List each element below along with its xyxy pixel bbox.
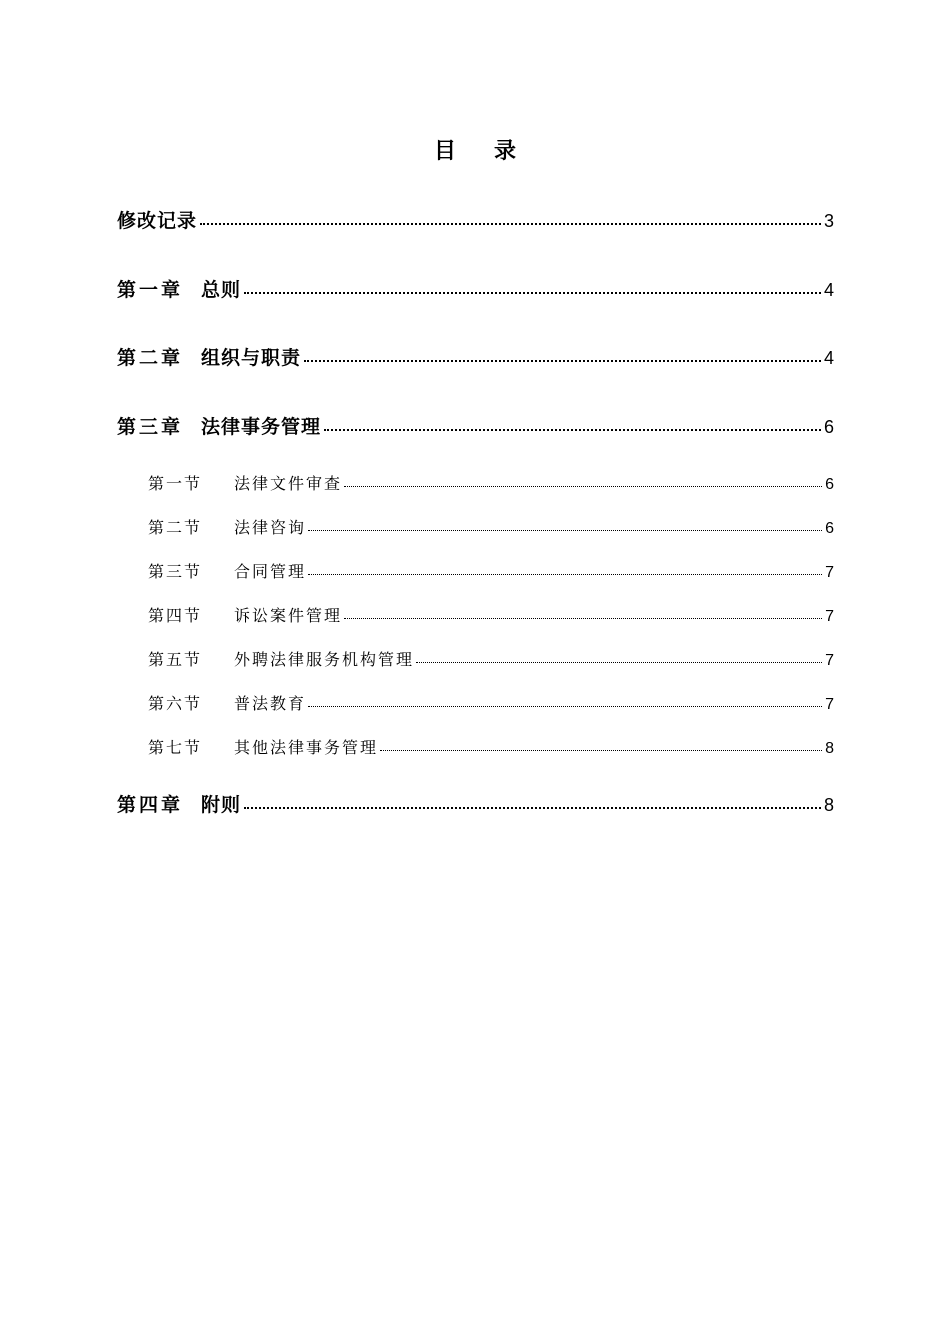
toc-page-number: 6 [825,476,834,493]
toc-entry-revision-record[interactable] [117,206,834,233]
toc-section-number: 第一节 [148,474,203,493]
toc-entry-text: 外聘法律服务机构管理 [234,650,415,669]
toc-dot-leader [244,292,821,294]
toc-section-number: 第二节 [148,518,203,537]
toc-section-number: 第六节 [148,694,203,713]
toc-entry-text: 合同管理 [234,562,307,581]
toc-page-number: 6 [825,520,834,537]
toc-entry-chapter-4[interactable] [117,790,834,817]
toc-section-number: 第三节 [148,562,203,581]
toc-entry-text: 其他法律事务管理 [234,738,379,757]
toc-section-number: 第七节 [148,738,203,757]
toc-section-number: 第五节 [148,650,203,669]
toc-dot-leader [380,750,822,751]
toc-page-number: 7 [825,696,834,713]
toc-dot-leader [308,706,822,707]
toc-title: 目录 [433,139,554,164]
toc-entry-text: 法律文件审查 [234,474,343,493]
toc-section-number: 第四节 [148,606,203,625]
toc-page-number: 7 [825,608,834,625]
toc-dot-leader [308,530,822,531]
toc-entry-text: 总则 [201,279,242,301]
toc-entry-section-5[interactable] [148,647,834,670]
toc-entry-text: 诉讼案件管理 [234,606,343,625]
toc-entry-section-7[interactable] [148,735,834,758]
toc-page-number: 8 [823,795,834,815]
toc-entry-section-4[interactable] [148,603,834,626]
toc-entry-text: 法律咨询 [234,518,307,537]
toc-page-number: 4 [823,348,834,368]
toc-dot-leader [244,807,821,809]
toc-entry-text: 修改记录 [117,210,198,232]
toc-entry-section-1[interactable] [148,471,834,494]
toc-entry-text: 法律事务管理 [201,416,322,438]
toc-chapter-number: 第一章 [117,279,184,301]
toc-page-number: 6 [823,417,834,437]
toc-entry-section-2[interactable] [148,515,834,538]
toc-dot-leader [304,360,821,362]
toc-entry-section-6[interactable] [148,691,834,714]
toc-chapter-number: 第二章 [117,347,184,369]
toc-page-number: 4 [823,280,834,300]
toc-dot-leader [344,486,822,487]
toc-chapter-number: 第三章 [117,416,184,438]
toc-page-number: 3 [823,211,834,231]
toc-entry-chapter-2[interactable] [117,343,834,370]
toc-dot-leader [344,618,822,619]
toc-entry-text: 组织与职责 [201,347,302,369]
toc-page-number: 8 [825,740,834,757]
toc-page-number: 7 [825,652,834,669]
toc-entry-text: 普法教育 [234,694,307,713]
toc-page-number: 7 [825,564,834,581]
toc-entry-text: 附则 [201,794,242,816]
toc-chapter-number: 第四章 [117,794,184,816]
toc-entry-section-3[interactable] [148,559,834,582]
toc-dot-leader [308,574,822,575]
toc-dot-leader [200,223,821,225]
toc-entry-chapter-1[interactable] [117,275,834,302]
toc-dot-leader [416,662,822,663]
toc-dot-leader [324,429,821,431]
toc-entry-chapter-3[interactable] [117,412,834,439]
